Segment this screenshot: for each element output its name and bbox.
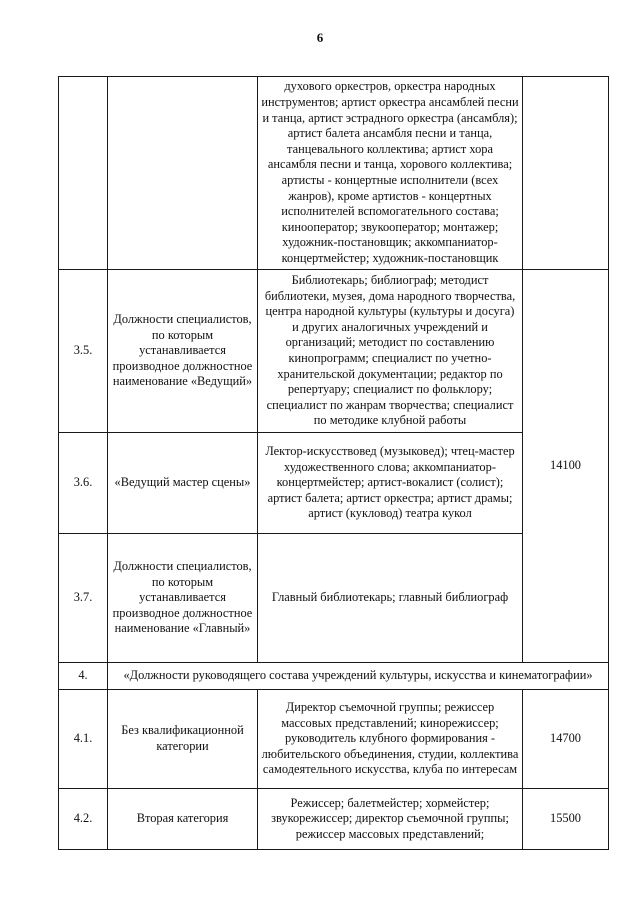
positions-list: Библиотекарь; библиограф; методист библиотеки, музея, дома народного творчества, центра народной культуры (культуры и досуга) и других аналогичных учреждений и организаций; методист по составлению кинопрограмм; специалист по учетно-хранительской документации; редактор по репертуару; специалист по фольклору; специалист по жанрам творчества; специалист по методике клубной работы [258, 270, 523, 433]
positions-list: Лектор-искусствовед (музыковед); чтец-мастер художественного слова; аккомпаниатор-концертмейстер; артист-вокалист (солист); артист балета; артист оркестра; артист драмы; артист (кукловод) театра кукол [258, 433, 523, 534]
positions-list: Главный библиотекарь; главный библиограф [258, 534, 523, 663]
table-row [59, 77, 609, 270]
salary-value: 14700 [523, 690, 609, 789]
table-row [59, 663, 609, 690]
qualification-category: «Ведущий мастер сцены» [108, 433, 258, 534]
positions-list: Директор съемочной группы; режиссер массовых представлений; кинорежиссер; руководитель клубного формирования - любительского объединения, студии, коллектива самодеятельного искусства, клуба по интересам [258, 690, 523, 789]
qualification-category: Без квалификационной категории [108, 690, 258, 789]
section-title: «Должности руководящего состава учреждений культуры, искусства и кинематографии» [108, 663, 609, 690]
row-number: 3.6. [59, 433, 108, 534]
salary-cell-empty [523, 77, 609, 270]
row-number: 3.7. [59, 534, 108, 663]
positions-list: Режиссер; балетмейстер; хормейстер; звукорежиссер; директор съемочной группы; режиссер массовых представлений; [258, 789, 523, 850]
row-number: 4.2. [59, 789, 108, 850]
salary-value: 14100 [523, 270, 609, 663]
positions-list: духового оркестров, оркестра народных инструментов; артист оркестра ансамблей песни и танца, артист эстрадного оркестра (ансамбля); артист балета ансамбля песни и танца, танцевального коллектива; артист хора ансамбля песни и танца, хорового коллектива; артисты - концертные исполнители (всех жанров), кроме артистов - концертных исполнителей вспомогательного состава; кинооператор; звукооператор; монтажер; художник-постановщик; аккомпаниатор-концертмейстер; художник-постановщик [258, 77, 523, 270]
qualification-category [108, 77, 258, 270]
row-number: 4.1. [59, 690, 108, 789]
qualification-category: Должности специалистов, по которым устанавливается производное должностное наименование «Главный» [108, 534, 258, 663]
page-number: 6 [316, 30, 324, 45]
salary-value: 15500 [523, 789, 609, 850]
row-number: 3.5. [59, 270, 108, 433]
table-row [59, 270, 609, 433]
row-number: 4. [59, 663, 108, 690]
row-number [59, 77, 108, 270]
table-row [59, 690, 609, 789]
salary-table [58, 76, 609, 850]
qualification-category: Должности специалистов, по которым устанавливается производное должностное наименование «Ведущий» [108, 270, 258, 433]
table-row [59, 789, 609, 850]
qualification-category: Вторая категория [108, 789, 258, 850]
